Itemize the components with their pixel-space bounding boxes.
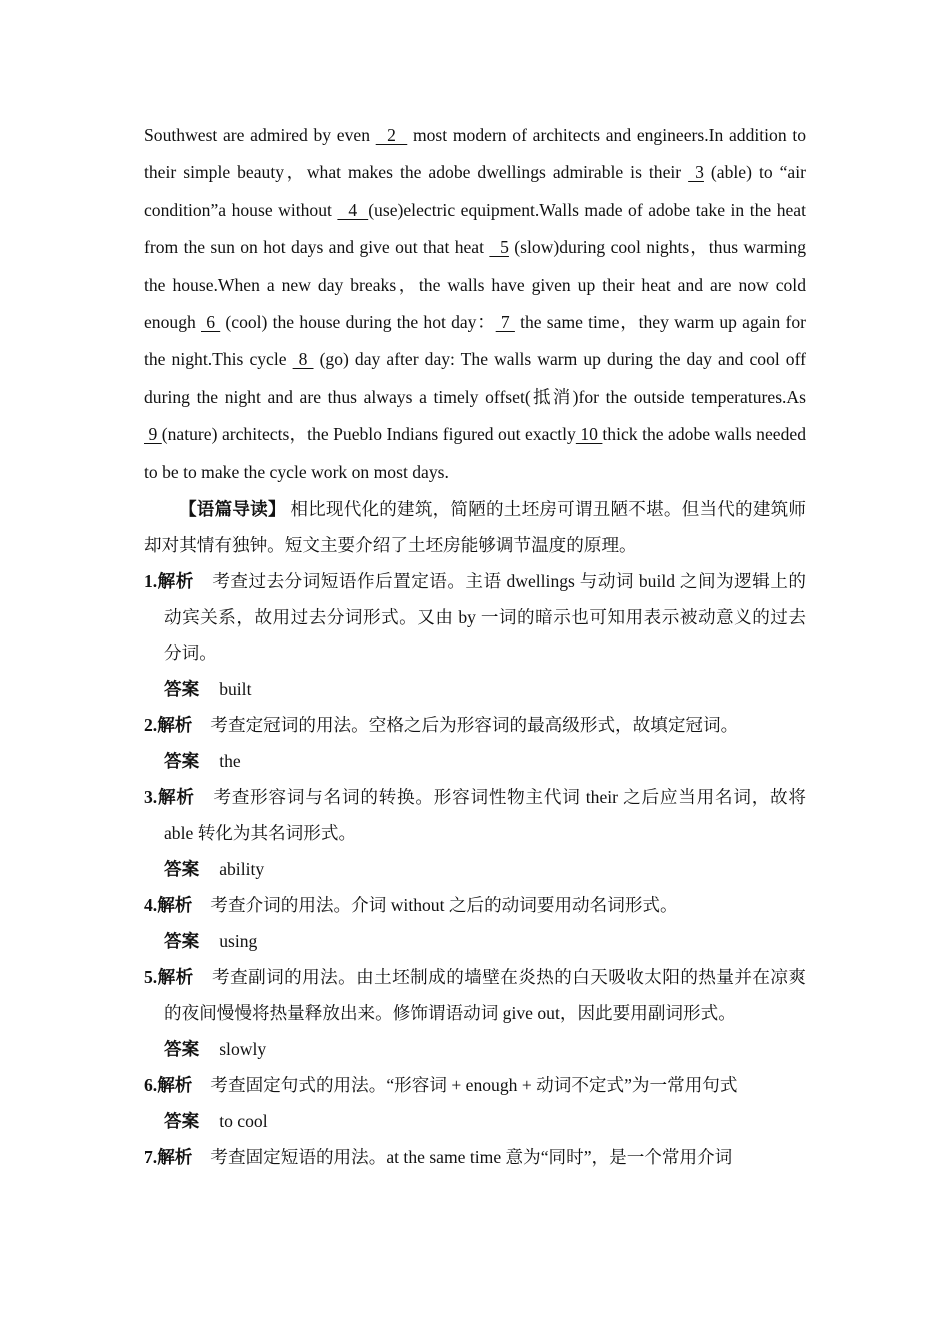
analysis-text: 考查介词的用法。介词 without 之后的动词要用动名词形式。 bbox=[210, 895, 678, 916]
answer-value: ability bbox=[219, 859, 265, 880]
analysis-text: 考查副词的用法。由土坯制成的墙壁在炎热的白天吸收太阳的热量并在凉爽的夜间慢慢将热量释放出来。修饰谓语动词 give out，因此要用副词形式。 bbox=[164, 967, 806, 1024]
blank-6: 6 bbox=[201, 312, 221, 333]
answer-line bbox=[144, 743, 806, 779]
answer-label: 答案 bbox=[164, 859, 200, 880]
document-page bbox=[144, 117, 806, 1175]
analysis-line bbox=[144, 1139, 806, 1175]
reading-guide-label: 【语篇导读】 bbox=[179, 499, 286, 520]
passage-text: (able) to “air condition”a house without bbox=[144, 162, 806, 220]
analysis-line bbox=[144, 779, 806, 851]
passage-text: thick the adobe walls needed to be to make the cycle work on most days. bbox=[144, 424, 807, 482]
passage-paragraph bbox=[144, 117, 806, 491]
analysis-line bbox=[144, 887, 806, 923]
analysis-line bbox=[144, 563, 806, 671]
passage-text: (cool) the house during the hot day： bbox=[220, 312, 496, 333]
answer-label: 答案 bbox=[164, 751, 200, 772]
analysis-item-2 bbox=[144, 707, 806, 779]
passage-text: (use)electric equipment.Walls made of adobe take in the heat from the sun on hot days and give out that heat bbox=[144, 199, 806, 258]
reading-guide-text: 相比现代化的建筑，简陋的土坯房可谓丑陋不堪。但当代的建筑师却对其情有独钟。短文主要介绍了土坯房能够调节温度的原理。 bbox=[144, 499, 806, 556]
analysis-item-6 bbox=[144, 1067, 806, 1139]
answer-line bbox=[144, 923, 806, 959]
analysis-line bbox=[144, 1067, 806, 1103]
analysis-text: 考查形容词与名词的转换。形容词性物主代词 their 之后应当用名词，故将 able 转化为其名词形式。 bbox=[164, 787, 806, 844]
answer-value: using bbox=[219, 931, 258, 952]
item-number: 5.解析 bbox=[144, 967, 194, 988]
analysis-line bbox=[144, 959, 806, 1031]
analysis-text: 考查固定句式的用法。“形容词 + enough + 动词不定式”为一常用句式 bbox=[210, 1075, 738, 1096]
item-number: 3.解析 bbox=[144, 787, 195, 808]
blank-2: 2 bbox=[375, 125, 408, 145]
analysis-item-4 bbox=[144, 887, 806, 959]
item-number: 2.解析 bbox=[144, 715, 193, 736]
answer-label: 答案 bbox=[164, 1039, 200, 1060]
answer-label: 答案 bbox=[164, 931, 200, 952]
blank-9: 9 bbox=[144, 424, 162, 445]
blank-7: 7 bbox=[495, 312, 515, 333]
passage-text: (nature) architects，the Pueblo Indians figured out exactly bbox=[161, 424, 576, 445]
item-number: 6.解析 bbox=[144, 1075, 193, 1096]
blank-4: 4 bbox=[337, 199, 369, 220]
answer-value: built bbox=[219, 679, 252, 700]
blank-10: 10 bbox=[575, 424, 603, 445]
passage-text: Southwest are admired by even bbox=[144, 125, 376, 145]
blank-3: 3 bbox=[688, 162, 704, 183]
blank-5: 5 bbox=[489, 237, 509, 258]
answer-label: 答案 bbox=[164, 679, 200, 700]
blank-8: 8 bbox=[292, 349, 314, 370]
answer-value: slowly bbox=[219, 1039, 267, 1060]
reading-guide bbox=[144, 491, 806, 563]
answer-label: 答案 bbox=[164, 1111, 200, 1132]
passage-text: the same time，they warm up again for the night.This cycle bbox=[144, 312, 806, 370]
analysis-line bbox=[144, 707, 806, 743]
passage-text: (slow)during cool nights，thus warming the house.When a new day breaks，the walls have given up their heat and are now cold enough bbox=[144, 237, 807, 333]
passage-text: (go) day after day: The walls warm up during the day and cool off during the night and are thus always a timely offset(抵消)for the outside temperatures.As bbox=[144, 349, 806, 407]
passage-text: most modern of architects and engineers.In addition to their simple beauty，what makes the adobe dwellings admirable is their bbox=[144, 125, 807, 183]
analysis-text: 考查固定短语的用法。at the same time 意为“同时”，是一个常用介词 bbox=[210, 1147, 733, 1168]
answer-line bbox=[144, 1031, 806, 1067]
analysis-item-3 bbox=[144, 779, 806, 887]
answer-value: the bbox=[219, 751, 241, 772]
analysis-item-1 bbox=[144, 563, 806, 707]
answer-line bbox=[144, 851, 806, 887]
answer-value: to cool bbox=[219, 1111, 268, 1132]
analysis-item-5 bbox=[144, 959, 806, 1067]
answer-line bbox=[144, 1103, 806, 1139]
item-number: 4.解析 bbox=[144, 895, 193, 916]
analysis-text: 考查过去分词短语作后置定语。主语 dwellings 与动词 build 之间为逻辑上的动宾关系，故用过去分词形式。又由 by 一词的暗示也可知用表示被动意义的过去分词。 bbox=[164, 571, 806, 664]
analysis-item-7 bbox=[144, 1139, 806, 1175]
answer-line bbox=[144, 671, 806, 707]
item-number: 7.解析 bbox=[144, 1147, 193, 1168]
item-number: 1.解析 bbox=[144, 571, 194, 592]
analysis-text: 考查定冠词的用法。空格之后为形容词的最高级形式，故填定冠词。 bbox=[210, 715, 739, 736]
